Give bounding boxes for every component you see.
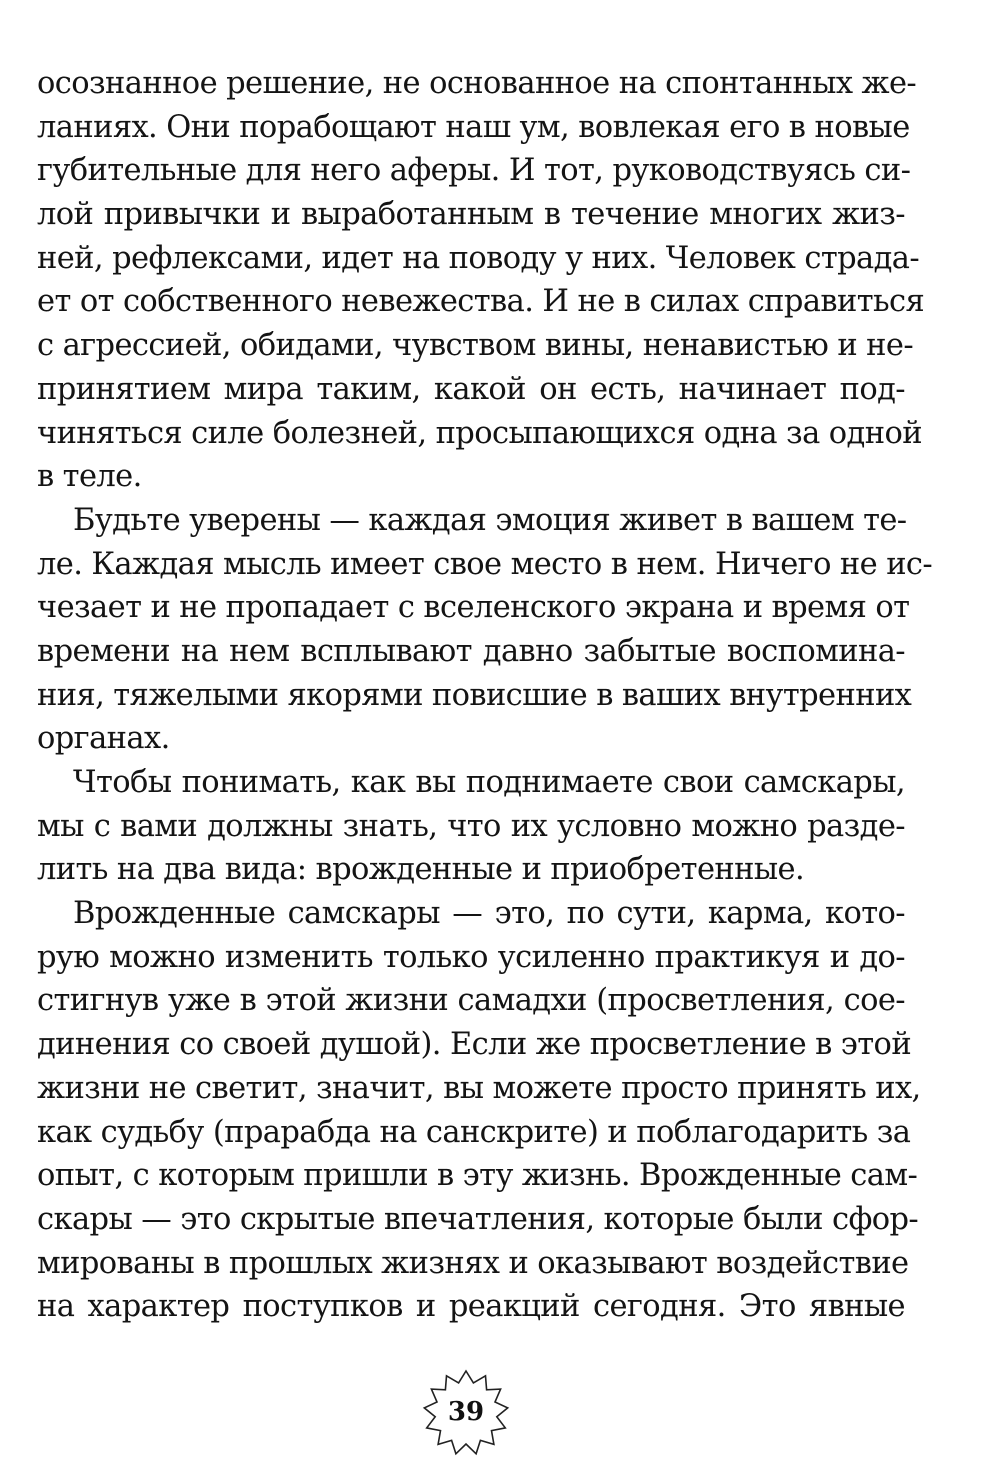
text-line: Врожденные самскары — это, по сути, карма, кото-: [73, 896, 905, 932]
text-line: динения со своей душой). Если же просветление в этой: [37, 1027, 912, 1063]
text-line: чезает и не пропадает с вселенского экрана и время от: [37, 590, 910, 626]
text-line: скары — это скрытые впечатления, которые были сфор-: [37, 1201, 919, 1237]
text-line: жизни не светит, значит, вы можете просто принять их,: [37, 1070, 921, 1106]
text-line: лить на два вида: врожденные и приобретенные.: [37, 852, 805, 888]
text-line: мированы в прошлых жизнях и оказывают воздействие: [37, 1245, 909, 1281]
text-line: стигнув уже в этой жизни самадхи (просветления, сое-: [37, 983, 905, 1019]
page-body: [37, 62, 933, 1329]
text-line: ней, рефлексами, идет на поводу у них. Человек страда-: [37, 240, 920, 276]
text-line: ния, тяжелыми якорями повисшие в ваших внутренних: [37, 677, 912, 713]
text-line: ланиях. Они порабощают наш ум, вовлекая его в новые: [37, 109, 910, 145]
text-line: чиняться силе болезней, просыпающихся одна за одной: [37, 415, 922, 451]
text-line: мы с вами должны знать, что их условно можно разде-: [37, 808, 905, 844]
text-line: времени на нем всплывают давно забытые воспомина-: [37, 633, 905, 669]
text-line: опыт, с которым пришли в эту жизнь. Врожденные сам-: [37, 1158, 918, 1194]
paragraph: [37, 62, 925, 499]
paragraph: [37, 761, 905, 892]
text-line: Чтобы понимать, как вы поднимаете свои самскары,: [73, 765, 905, 800]
text-line: как судьбу (прарабда на санскрите) и поблагодарить за: [37, 1114, 911, 1150]
text-line: принятием мира таким, какой он есть, начинает под-: [37, 371, 905, 407]
paragraph: [37, 499, 933, 761]
text-line: с агрессией, обидами, чувством вины, ненавистью и не-: [37, 328, 914, 364]
text-line: рую можно изменить только усиленно практикуя и до-: [37, 939, 905, 975]
text-line: органах.: [37, 721, 170, 757]
text-line: Будьте уверены — каждая эмоция живет в вашем те-: [73, 502, 907, 538]
text-line: осознанное решение, не основанное на спонтанных же-: [37, 66, 917, 101]
text-line: ле. Каждая мысль имеет свое место в нем. Ничего не ис-: [37, 546, 933, 582]
page-number: 39: [447, 1397, 485, 1427]
paragraph: [37, 892, 921, 1329]
text-line: в теле.: [37, 459, 142, 495]
text-line: на характер поступков и реакций сегодня. Это явные: [37, 1289, 905, 1325]
page-number-badge: [421, 1368, 511, 1458]
text-line: губительные для него аферы. И тот, руководствуясь си-: [37, 153, 911, 189]
text-line: лой привычки и выработанным в течение многих жиз-: [37, 197, 905, 233]
text-line: ет от собственного невежества. И не в силах справиться: [37, 284, 925, 320]
